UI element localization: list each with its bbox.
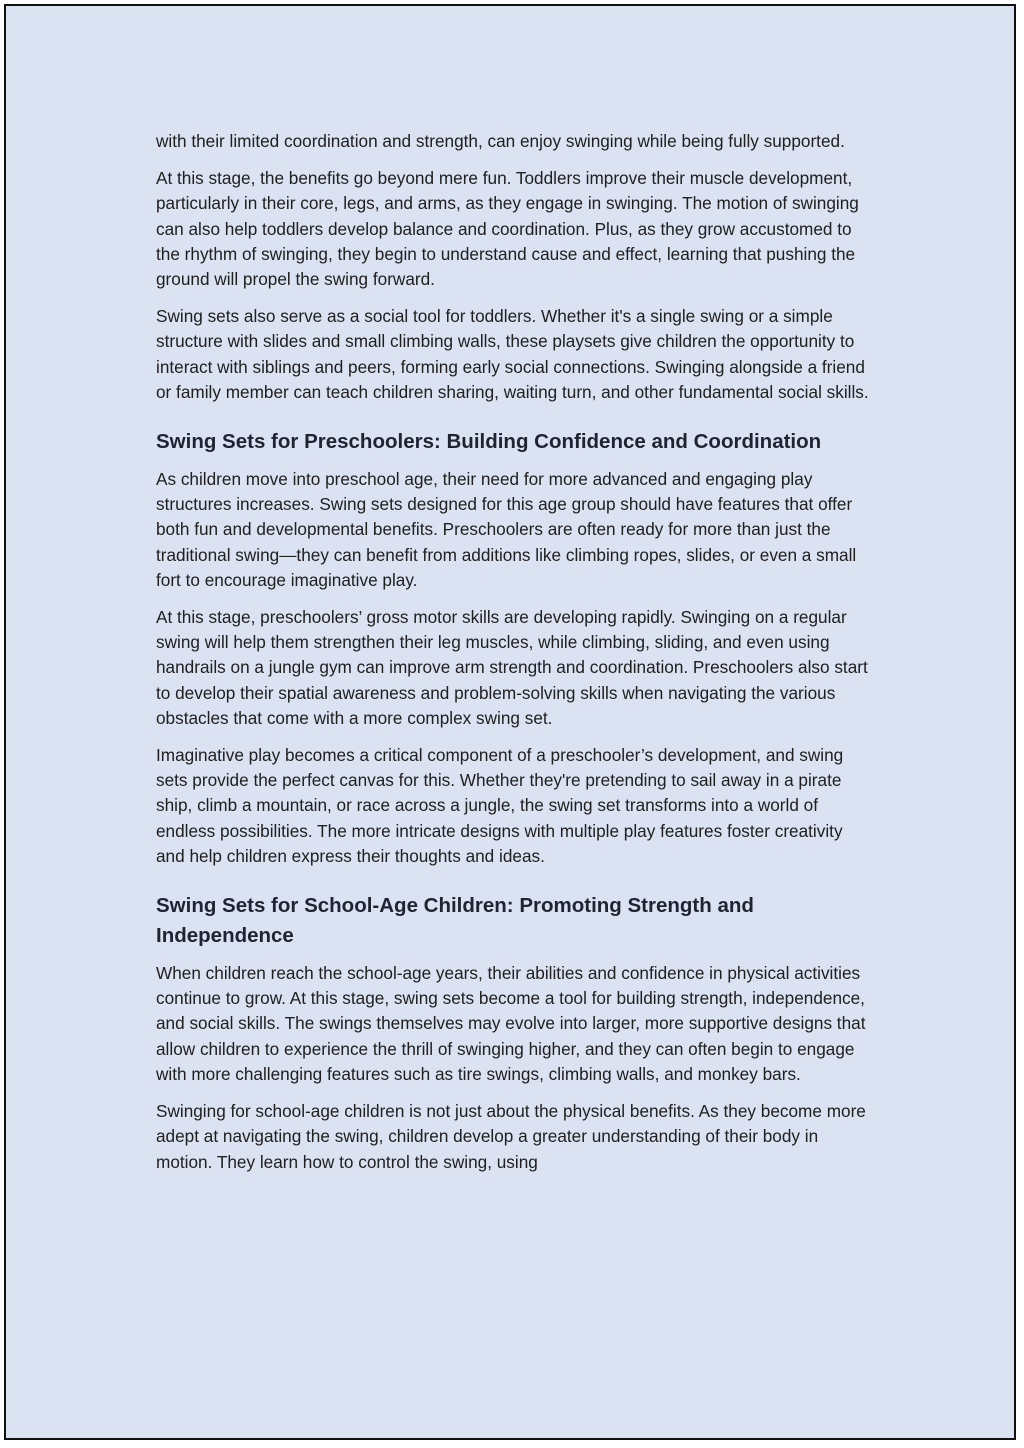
preschool-paragraph: As children move into preschool age, their need for more advanced and engaging play structures increases. Swing sets designed for this age group should have features that offer both fun and developmental benefits. Preschoolers are often ready for more than just the traditional swing—they can benefit from additions like climbing ropes, slides, or even a small fort to encourage imaginative play. <box>156 469 857 590</box>
section-heading-preschool: Swing Sets for Preschoolers: Building Confidence and Coordination <box>156 430 822 454</box>
intro-paragraph: Swing sets also serve as a social tool for toddlers. Whether it's a single swing or a simple structure with slides and small climbing walls, these playsets give children the opportunity to interact with siblings and peers, forming early social connections. Swinging alongside a friend or family member can teach children sharing, waiting turn, and other fundamental social skills. <box>156 306 869 402</box>
section-heading-school-age: Swing Sets for School-Age Children: Promoting Strength and Independence <box>156 894 754 948</box>
intro-paragraph: with their limited coordination and strength, can enjoy swinging while being fully supported. <box>156 131 845 151</box>
school-age-paragraph: Swinging for school-age children is not just about the physical benefits. As they become more adept at navigating the swing, children develop a greater understanding of their body in motion. They learn how to control the swing, using <box>156 1101 866 1172</box>
preschool-paragraph: At this stage, preschoolers’ gross motor skills are developing rapidly. Swinging on a regular swing will help them strengthen their leg muscles, while climbing, sliding, and even using handrails on a jungle gym can improve arm strength and coordination. Preschoolers also start to develop their spatial awareness and problem-solving skills when navigating the various obstacles that come with a more complex swing set. <box>156 607 868 728</box>
document-page <box>4 4 1016 1440</box>
document-body <box>156 129 874 1187</box>
school-age-paragraph: When children reach the school-age years, their abilities and confidence in physical activities continue to grow. At this stage, swing sets become a tool for building strength, independence, and social skills. The swings themselves may evolve into larger, more supportive designs that allow children to experience the thrill of swinging higher, and they can often begin to engage with more challenging features such as tire swings, climbing walls, and monkey bars. <box>156 963 866 1084</box>
preschool-paragraph: Imaginative play becomes a critical component of a preschooler’s development, and swing sets provide the perfect canvas for this. Whether they're pretending to sail away in a pirate ship, climb a mountain, or race across a jungle, the swing set transforms into a world of endless possibilities. The more intricate designs with multiple play features foster creativity and help children express their thoughts and ideas. <box>156 745 844 866</box>
intro-paragraph: At this stage, the benefits go beyond mere fun. Toddlers improve their muscle development, particularly in their core, legs, and arms, as they engage in swinging. The motion of swinging can also help toddlers develop balance and coordination. Plus, as they grow accustomed to the rhythm of swinging, they begin to understand cause and effect, learning that pushing the ground will propel the swing forward. <box>156 168 859 290</box>
